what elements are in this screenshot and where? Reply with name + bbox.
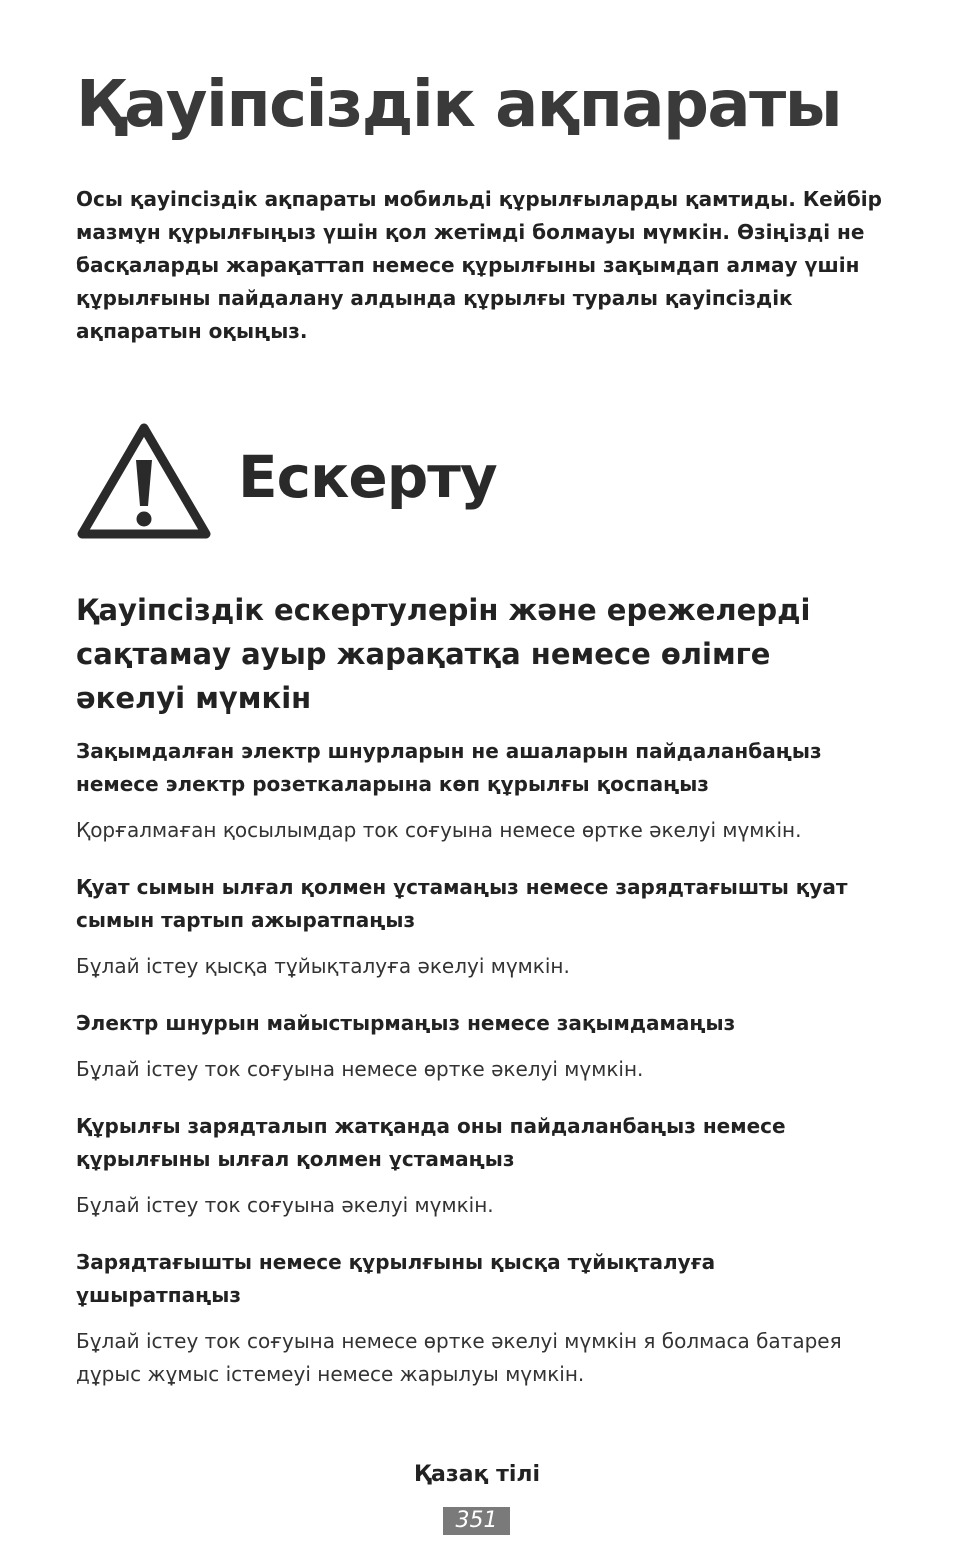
rule-item [76, 735, 886, 847]
page-title: Қауіпсіздік ақпараты [76, 68, 842, 142]
rule-text: Бұлай істеу қысқа тұйықталуға әкелуі мүмкін. [76, 954, 570, 978]
rule-item [76, 1246, 886, 1391]
rule-title: Зақымдалған электр шнурларын не ашаларын пайдаланбаңыз немесе электр розеткаларына көп құрылғы қоспаңыз [76, 739, 822, 796]
page-number: 351 [443, 1507, 510, 1535]
rule-title: Электр шнурын майыстырмаңыз немесе зақымдамаңыз [76, 1011, 736, 1035]
rule-title: Құрылғы зарядталып жатқанда оны пайдаланбаңыз немесе құрылғыны ылғал қолмен ұстамаңыз [76, 1114, 786, 1171]
warning-title: Ескерту [238, 443, 497, 511]
rule-title: Қуат сымын ылғал қолмен ұстамаңыз немесе зарядтағышты қуат сымын тартып ажыратпаңыз [76, 875, 848, 932]
rule-item [76, 871, 886, 983]
rule-text: Бұлай істеу ток соғуына немесе өртке әкелуі мүмкін. [76, 1057, 644, 1081]
section-heading: Қауіпсіздік ескертулерін және ережелерді сақтамау ауыр жарақатқа немесе өлімге әкелуі мүмкін [76, 593, 811, 715]
rule-item [76, 1007, 886, 1086]
rules-list [76, 735, 886, 1415]
rule-text: Бұлай істеу ток соғуына әкелуі мүмкін. [76, 1193, 494, 1217]
intro-paragraph: Осы қауіпсіздік ақпараты мобильді құрылғыларды қамтиды. Кейбір мазмұн құрылғыңыз үшін қол жетімді болмауы мүмкін. Өзіңізді не басқаларды жарақаттап немесе құрылғыны зақымдап алмау үшін құрылғыны пайдалану алдында құрылғы туралы қауіпсіздік ақпаратын оқыңыз. [76, 187, 882, 343]
rule-text: Қорғалмаған қосылымдар ток соғуына немесе өртке әкелуі мүмкін. [76, 818, 802, 842]
footer-language: Қазақ тілі [413, 1462, 541, 1487]
warning-header [76, 420, 886, 540]
rule-title: Зарядтағышты немесе құрылғыны қысқа тұйықталуға ұшыратпаңыз [76, 1250, 716, 1307]
rule-text: Бұлай істеу ток соғуына немесе өртке әкелуі мүмкін я болмаса батарея дұрыс жұмыс істемеуі немесе жарылуы мүмкін. [76, 1329, 842, 1386]
rule-item [76, 1110, 886, 1222]
warning-triangle-icon [76, 420, 212, 540]
